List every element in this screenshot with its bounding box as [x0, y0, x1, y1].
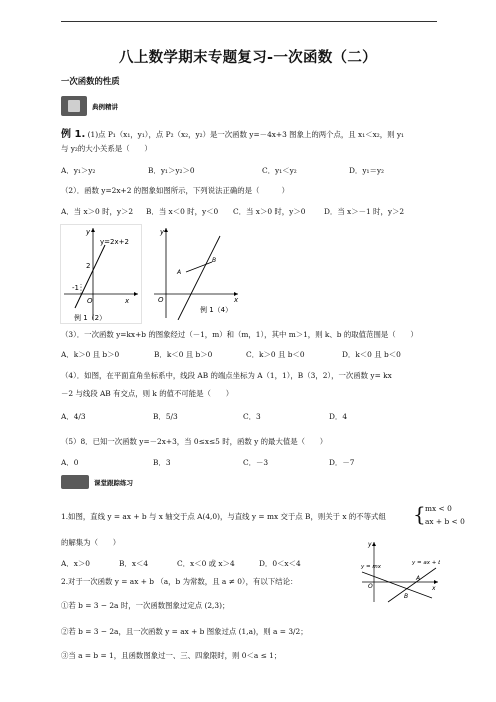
y-label: y [368, 541, 372, 548]
option-c: C．－3 [243, 458, 269, 467]
option-b: B．k＜0 且 b＞0 [154, 350, 213, 359]
p1-line: 1.如图，直线 y = ax + b 与 x 轴交于点 A(4,0)，与直线 y = mx 交于点 B，则关于 x 的不等式组 [61, 512, 386, 521]
option-c: C．x＜0 或 x＞4 [177, 559, 235, 568]
option-a: A．0 [61, 458, 79, 467]
origin-label: O [158, 296, 164, 304]
option-a: A．当 x＞0 时，y＞2 [61, 207, 134, 216]
point-a-label: A [416, 575, 421, 582]
option-b: B．x＜4 [119, 559, 149, 568]
ex1-q3-line: （3）．一次函数 y=kx+b 的图象经过（－1，m）和（m，1），其中 m＞1，则 k、b 的取值范围是（ ） [61, 330, 418, 339]
point-b-label: B [404, 593, 409, 600]
x-label: x [432, 585, 436, 592]
page-title: 八上数学期末专题复习-一次函数（二） [119, 50, 377, 66]
ex1-q2-line: （2）．函数 y=2x+2 的图象如图所示，下列说法正确的是（ ） [61, 186, 289, 195]
option-c: C．y₁＜y₂ [262, 166, 297, 175]
origin-label: O [87, 297, 93, 305]
option-a: A．k＞0 且 b＞0 [61, 350, 120, 359]
books-icon [61, 475, 89, 489]
option-d: D．－7 [329, 458, 355, 467]
practice-badge-label: 课堂跟踪练习 [94, 478, 133, 487]
option-c: C．k＞0 且 b＜0 [246, 350, 305, 359]
figure-practice-1 [360, 540, 440, 604]
p2-item3: ③当 a = b = 1，且函数图象过一、三、四象限时，则 0＜a ≤ 1； [61, 651, 282, 660]
practice-badge [61, 475, 133, 489]
ex1-label: 例 1. [61, 129, 86, 140]
segment-ab [186, 262, 212, 272]
tick-neg1: -1 [72, 284, 79, 292]
option-a: A．4/3 [61, 412, 86, 421]
figure-ex1-4 [150, 224, 242, 320]
p1-tail: 的解集为（ ） [61, 538, 121, 547]
p1-system: { mx < 0 ax + b < 0 [413, 502, 465, 526]
ex1-q5-line: （5）8．已知一次函数 y=－2x+3，当 0≤x≤5 时，函数 y 的最大值是（ ） [61, 437, 328, 446]
x-label: x [234, 296, 239, 304]
option-c: C．3 [243, 412, 261, 421]
option-d: D．y₁＝y₂ [349, 166, 384, 175]
y-label: y [86, 228, 91, 236]
option-d: D．4 [329, 412, 348, 421]
example-badge-label: 典例精讲 [92, 102, 118, 111]
ex1-q5-options [61, 458, 354, 468]
p2-line: 2.对于一次函数 y = ax + b （a，b 为常数，且 a ≠ 0），有以下结论： [61, 577, 298, 586]
ex1-q3-options [61, 350, 401, 360]
option-b: B．y₁＞y₂＞0 [148, 166, 195, 175]
figure-caption: 例 1（4） [200, 306, 233, 314]
option-d: D．当 x＞－1 时，y＞2 [324, 207, 405, 216]
ex1-q4-options [61, 412, 347, 422]
point-a-label: A [177, 269, 182, 276]
p1-options [61, 559, 301, 569]
p2-item1: ①若 b = 3 − 2a 时，一次函数图象过定点 (2,3)； [61, 601, 230, 610]
origin-label: O [368, 583, 373, 590]
figure-caption: 例 1（2） [74, 314, 107, 322]
x-label: x [125, 297, 130, 305]
section-heading: 一次函数的性质 [61, 76, 120, 86]
point-b-label: B [212, 257, 217, 264]
ex1-q1-options [61, 166, 384, 176]
option-c: C．当 x＞0 时，y＞0 [233, 207, 306, 216]
tick-2: 2 [86, 262, 91, 270]
example-badge [61, 96, 118, 116]
option-b: B．3 [153, 458, 171, 467]
ex1-q1-text: (1)点 P₁（x₁，y₁），点 P₂（x₂，y₂）是一次函数 y=－4x+3 图象上的两个点，且 x₁＜x₂，则 y₁ [87, 130, 404, 139]
option-a: A．x＞0 [61, 559, 90, 568]
top-rule [61, 21, 437, 22]
yaxb-label: y = ax + b [412, 560, 440, 566]
ex1-q4-line2: －2 与线段 AB 有交点，则 k 的值不可能是（ ） [61, 389, 234, 398]
ex1-q1-line2: 与 y₂的大小关系是（ ） [61, 144, 152, 153]
system-line-2: ax + b < 0 [425, 517, 465, 526]
system-line-1: mx < 0 [425, 504, 452, 513]
ex1-q4-line1: （4）．如图，在平面直角坐标系中，线段 AB 的端点坐标为 A（1，1），B（3，2），一次函数 y= kx [61, 371, 392, 380]
option-b: B．当 x＜0 时，y＜0 [146, 207, 219, 216]
line-label: y=2x+2 [100, 238, 129, 246]
figure-ex1-2 [60, 224, 142, 324]
option-a: A．y₁＞y₂ [61, 166, 96, 175]
pen-icon [61, 96, 87, 116]
option-d: D．0＜x＜4 [259, 559, 301, 568]
option-b: B．5/3 [153, 412, 178, 421]
option-d: D．k＜0 且 b＜0 [342, 350, 401, 359]
y-label: y [160, 228, 165, 236]
ymx-label: y = mx [361, 564, 381, 570]
ex1-q1-line1 [61, 130, 404, 140]
p2-item2: ②若 b = 3 − 2a，且一次函数 y = ax + b 图象过点 (1,a)，则 a = 3/2； [61, 627, 308, 636]
ex1-q2-options [61, 207, 404, 217]
